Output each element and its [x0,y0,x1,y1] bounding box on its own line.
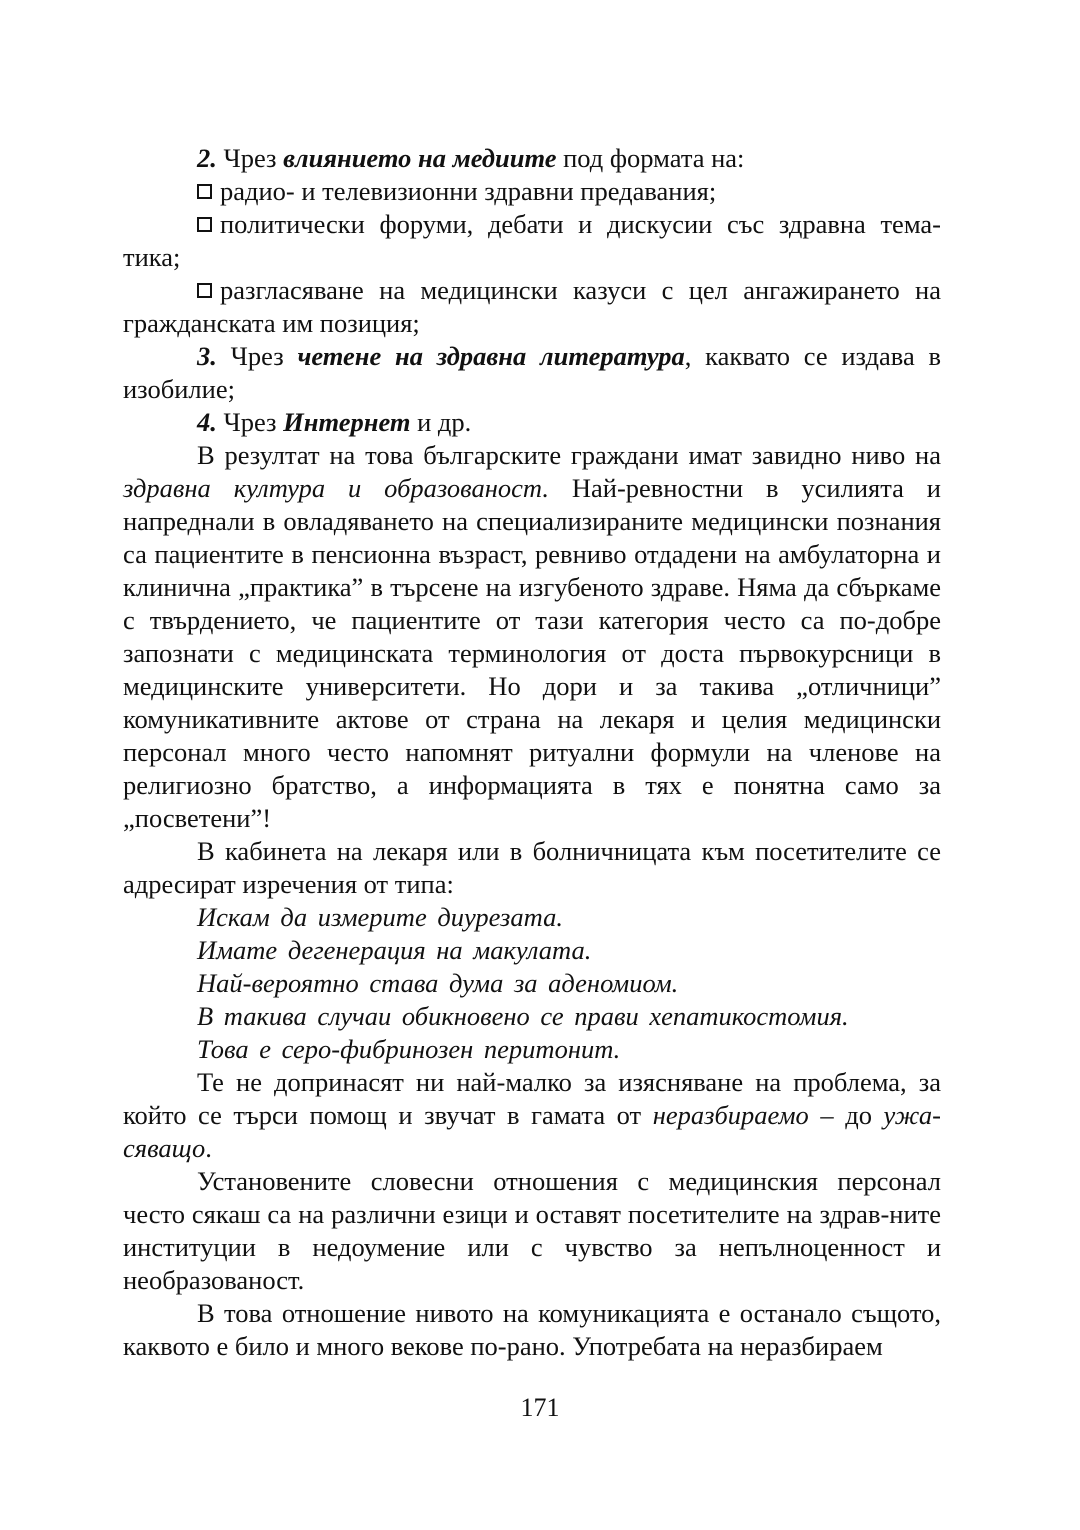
list-item-2: 2. Чрез влиянието на медиите под формата на: [197,143,745,173]
sub-item-cases: разгласяване на медицински казуси с цел ангажирането на гражданската им позиция; [123,275,941,338]
list-item-3: 3. Чрез четене на здравна литература, каквато се издава в изобилие; [123,341,941,404]
example-sentence: В такива случаи обикновено се прави хепатикостомия. [197,1001,849,1031]
paragraph-incomprehensible: Те не допринасят ни най-малко за изясняване на проблема, за който се търси помощ и звучат в гамата от неразбираемо – до ужа-сяващо. [123,1067,941,1163]
sub-item-radio: радио- и телевизионни здравни предавания; [123,175,941,208]
paragraph-health-culture: В резултат на това българските граждани имат завидно ниво на здравна култура и образованост. Най-ревностни в усилията и напреднали в овладяването на специализираните медицински познания са пациентите в пенсионна възраст, ревниво отдадени на амбулаторна и клинична „практика” в търсене на изгубеното здраве. Няма да сбъркаме с твърдението, че пациентите от тази категория често са по-добре запознати с медицинската терминология от доста първокурсници в медицинските университети. Но дори и за такива „отличници” комуникативните актове от страна на лекаря и целия медицински персонал много често напомнят ритуални формули на членове на религиозно братство, а информацията в тях е понятна само за „посветени”! [123,440,941,833]
list-item-4: 4. Чрез Интернет и др. [197,407,472,437]
checkbox-square-icon [197,184,212,199]
paragraph-verbal-relations: Установените словесни отношения с медицинския персонал често сякаш са на различни езици и оставят посетителите на здрав-ните институции в недоумение или с чувство за непълноценност и необразованост. [123,1166,941,1295]
paragraph-doctor-office: В кабинета на лекаря или в болничницата към посетителите се адресират изречения от типа: [123,836,941,899]
paragraph-communication-level: В това отношение нивото на комуникацията е останало същото, каквото е било и много векове по-рано. Употребата на неразбираем [123,1298,941,1361]
example-sentence: Имате дегенерация на макулата. [197,935,592,965]
page-number: 171 [520,1393,560,1422]
example-sentence: Искам да измерите диурезата. [197,902,563,932]
sub-item-forums: политически форуми, дебати и дискусии със здравна тема-тика; [123,209,941,272]
page-body [123,142,941,1363]
checkbox-square-icon [197,283,212,298]
example-sentence: Това е серо-фибринозен перитонит. [197,1034,621,1064]
example-sentence: Най-вероятно става дума за аденомиом. [197,968,679,998]
checkbox-square-icon [197,217,212,232]
